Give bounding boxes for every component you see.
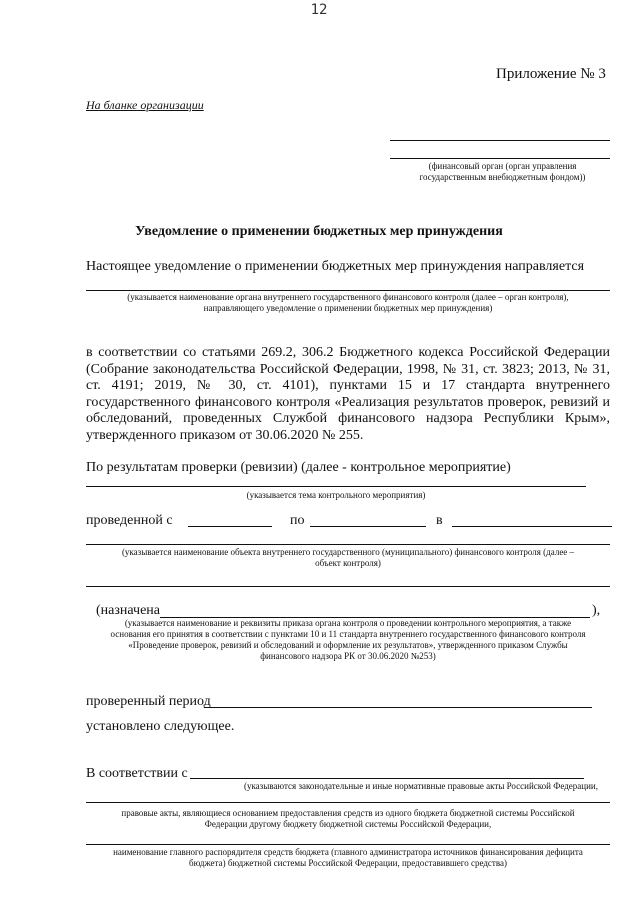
- acts-caption-1: (указываются законодательные и иные нормативные правовые акты Российской Федерации,: [243, 781, 598, 791]
- period-fill-line: [204, 707, 592, 708]
- according-label: В соответствии с: [86, 766, 188, 781]
- recipient-caption: (финансовый орган (орган управления государственным внебюджетным фондом)): [419, 161, 586, 182]
- results-heading: По результатам проверки (ревизии) (далее - контрольное мероприятие): [86, 460, 511, 475]
- intro-fill-line: [86, 290, 610, 291]
- basis-paragraph: в соответствии со статьями 269.2, 306.2 Бюджетного кодекса Российской Федерации (Собрание законодательства Российской Федерации, 1998, № 31, ст. 3823; 2013, № 31, ст. 4191; 2019, № 30, ст. 4101), пунктами 15 и 17 стандарта внутреннего государственного финансового контроля «Реализация результатов проверок, ревизий и обследований, проведенных Службой финансового надзора Республики Крым», утвержденного приказом от 30.06.2020 № 255.: [86, 345, 610, 443]
- object-fill-line-2: [86, 586, 610, 587]
- intro-caption: (указывается наименование органа внутреннего государственного финансового контроля (далее – орган контроля), направляющего уведомление о применении бюджетных мер принуждения): [127, 292, 569, 313]
- recipient-line-2: [390, 158, 610, 159]
- page-number: 12: [310, 2, 328, 18]
- assigned-open: (назначена: [96, 603, 161, 618]
- intro-text: Настоящее уведомление о применении бюджетных мер принуждения направляется: [86, 259, 585, 274]
- appendix-label: Приложение № 3: [496, 66, 606, 82]
- acts-fill-line-2: [86, 802, 610, 803]
- date-from-line: [188, 526, 272, 527]
- topic-fill-line: [86, 486, 586, 487]
- in-label: в: [436, 513, 443, 528]
- established-text: установлено следующее.: [86, 719, 235, 734]
- administrator-caption: наименование главного распорядителя средств бюджета (главного администратора источников финансирования дефицита бюджета) бюджетной системы Российской Федерации, предоставившего средства): [113, 847, 583, 868]
- assigned-close: ),: [592, 603, 601, 618]
- topic-caption: (указывается тема контрольного мероприятия): [246, 490, 426, 500]
- administrator-fill-line: [86, 844, 610, 845]
- date-to-line: [310, 526, 426, 527]
- to-label: по: [290, 513, 305, 528]
- period-label: проверенный период: [86, 694, 211, 709]
- place-line: [452, 526, 612, 527]
- conducted-from-label: проведенной с: [86, 513, 173, 528]
- acts-fill-line: [190, 778, 584, 779]
- object-fill-line: [86, 544, 610, 545]
- document-title: Уведомление о применении бюджетных мер принуждения: [135, 224, 503, 239]
- letterhead-note: На бланке организации: [86, 98, 204, 112]
- object-caption: (указывается наименование объекта внутреннего государственного (муниципального) финансового контроля (далее – объект контроля): [121, 547, 575, 568]
- acts-caption-2: правовые акты, являющиеся основанием предоставления средств из одного бюджета бюджетной системы Российской Федерации другому бюджету бюджетной системы Российской Федерации,: [121, 808, 575, 829]
- assigned-caption: (указывается наименование и реквизиты приказа органа контроля о проведении контрольного мероприятия, а также основания его принятия в соответствии с пунктами 10 и 11 стандарта внутреннего государственного финансового контроля «Проведение проверок, ревизий и обследований и оформление их результатов», утвержденного приказом Службы финансового надзора РК от 30.06.2020 №253): [110, 618, 586, 661]
- recipient-line-1: [390, 140, 610, 141]
